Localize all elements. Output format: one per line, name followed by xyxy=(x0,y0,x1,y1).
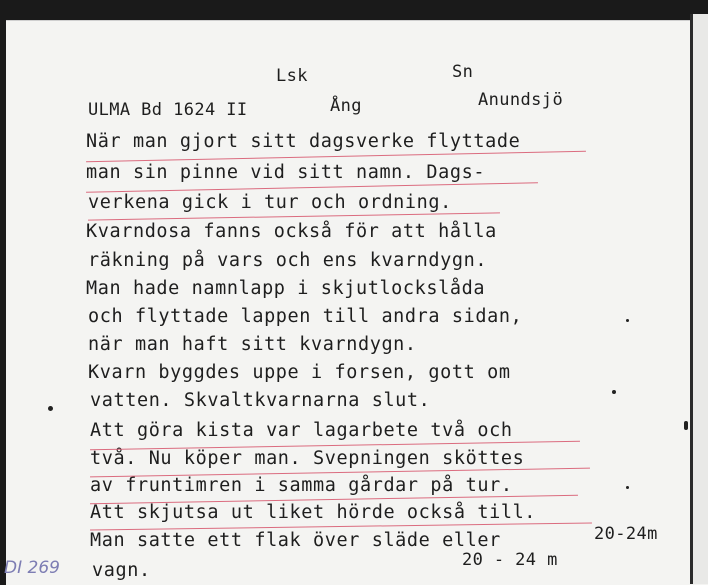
header-lsk: Lsk xyxy=(276,66,308,86)
text-line-9: Kvarn byggdes uppe i forsen, gott om xyxy=(88,362,511,383)
ink-mark xyxy=(684,421,688,430)
ink-dot xyxy=(626,486,629,489)
ink-dot xyxy=(626,319,629,322)
margin-note: 20-24m xyxy=(594,524,658,544)
pencil-archive-mark: DI 269 xyxy=(4,558,60,578)
text-line-5: räkning på vars och ens kvarndygn. xyxy=(88,250,488,271)
text-line-16: vagn. xyxy=(92,560,151,581)
text-line-3: verkena gick i tur och ordning. xyxy=(88,192,452,213)
header-archive: ULMA Bd 1624 II xyxy=(88,100,248,120)
background-strip xyxy=(693,14,708,584)
text-line-14: Att skjutsa ut liket hörde också till. xyxy=(90,502,537,523)
ink-dot xyxy=(612,390,616,394)
text-line-12: två. Nu köper man. Svepningen sköttes xyxy=(90,448,525,469)
text-line-15: Man satte ett flak över släde eller xyxy=(90,530,501,551)
text-line-2: man sin pinne vid sitt namn. Dags- xyxy=(86,162,486,183)
text-line-10: vatten. Skvaltkvarnarna slut. xyxy=(90,390,431,411)
text-line-7: och flyttade lappen till andra sidan, xyxy=(88,306,523,327)
text-line-4: Kvarndosa fanns också för att hålla xyxy=(86,221,497,242)
text-line-6: Man hade namnlapp i skjutlockslåda xyxy=(86,278,486,299)
text-line-8: när man haft sitt kvarndygn. xyxy=(88,334,417,355)
text-line-13: av fruntimren i samma gårdar på tur. xyxy=(90,475,513,496)
header-place: Anundsjö xyxy=(478,90,564,110)
ink-dot xyxy=(48,406,53,411)
text-line-1: När man gjort sitt dagsverke flyttade xyxy=(86,131,521,152)
header-sn: Sn xyxy=(452,62,474,82)
bottom-note: 20 - 24 m xyxy=(462,550,558,570)
text-line-11: Att göra kista var lagarbete två och xyxy=(90,420,513,441)
header-ang: Ång xyxy=(330,96,362,116)
